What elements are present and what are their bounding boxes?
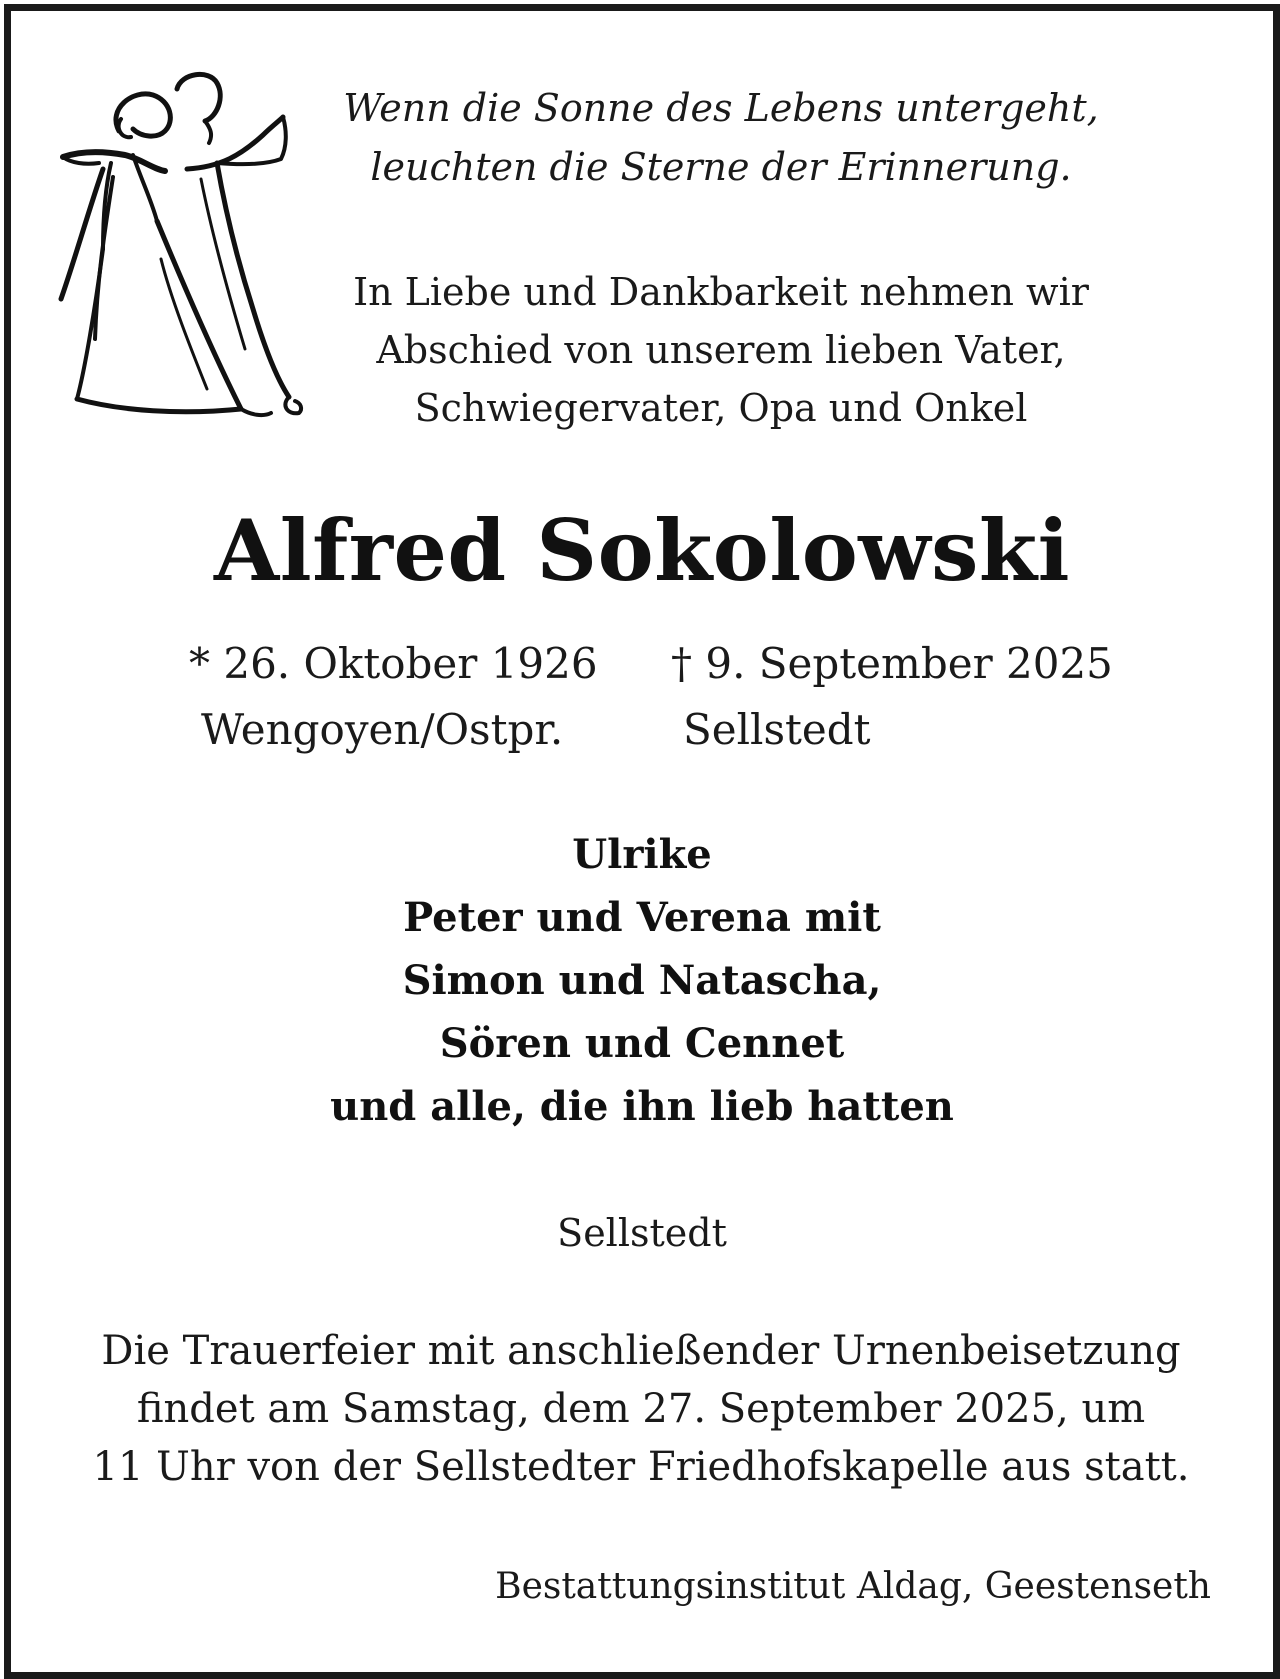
dancing-couple-icon <box>41 59 331 449</box>
intro-line: Abschied von unserem lieben Vater, <box>376 328 1066 372</box>
mourner-line: Peter und Verena mit <box>403 894 881 941</box>
farewell-intro <box>311 263 1131 437</box>
mourners-list <box>11 823 1273 1138</box>
service-line: findet am Samstag, dem 27. September 2025, um <box>136 1386 1146 1432</box>
funeral-service-info <box>51 1322 1231 1496</box>
death-info <box>671 631 1113 763</box>
death-date: † 9. September 2025 <box>671 639 1113 688</box>
death-place: Sellstedt <box>683 705 871 754</box>
mourner-line: Ulrike <box>572 831 712 878</box>
deceased-name: Alfred Sokolowski <box>214 501 1070 600</box>
obituary-notice <box>4 4 1280 1679</box>
memorial-quote <box>311 79 1131 197</box>
quote-line: leuchten die Sterne der Erinnerung. <box>370 145 1072 189</box>
birth-place: Wengoyen/Ostpr. <box>201 705 564 754</box>
residence: Sellstedt <box>557 1211 727 1255</box>
intro-line: Schwiegervater, Opa und Onkel <box>414 386 1028 430</box>
undertaker: Bestattungsinstitut Aldag, Geestenseth <box>495 1566 1211 1607</box>
birth-date: * 26. Oktober 1926 <box>189 639 598 688</box>
mourner-line: Sören und Cennet <box>439 1020 845 1067</box>
mourner-line: Simon und Natascha, <box>402 957 882 1004</box>
birth-info <box>189 631 598 763</box>
quote-line: Wenn die Sonne des Lebens untergeht, <box>343 86 1099 130</box>
service-line: 11 Uhr von der Sellstedter Friedhofskapelle aus statt. <box>92 1444 1190 1490</box>
intro-line: In Liebe und Dankbarkeit nehmen wir <box>353 270 1089 314</box>
service-line: Die Trauerfeier mit anschließender Urnenbeisetzung <box>101 1328 1181 1374</box>
mourner-line: und alle, die ihn lieb hatten <box>330 1083 954 1130</box>
